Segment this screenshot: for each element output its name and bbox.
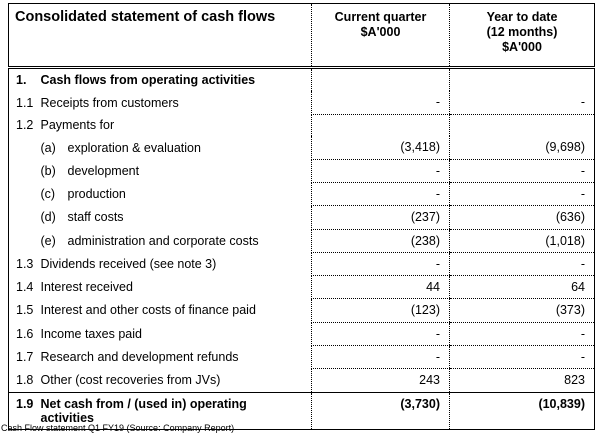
current-quarter-value: 243 [312,369,450,392]
current-quarter-value: - [312,91,450,114]
current-quarter-value: - [312,182,450,205]
current-quarter-header-line: Current quarter [334,10,427,24]
table-row [9,346,595,369]
table-row [9,159,595,182]
line-item-label: Research and development refunds [40,350,239,365]
total-year-to-date: (10,839) [450,392,595,429]
section-current-quarter [312,68,450,92]
table-row [9,91,595,114]
table-row [9,299,595,322]
current-quarter-value: - [312,159,450,182]
year-to-date-value: - [450,322,595,345]
current-quarter-value: (123) [312,299,450,322]
current-quarter-value: (238) [312,229,450,252]
sub-item-text: staff costs [67,210,124,225]
year-to-date-header-line: Year to date [486,10,558,24]
year-to-date-value: - [450,252,595,275]
section-number: 1. [9,68,41,92]
table-row [9,206,595,229]
line-item-label: Income taxes paid [40,326,142,341]
sub-item-text: exploration & evaluation [67,140,201,155]
current-quarter-value: - [312,322,450,345]
line-item-number [9,159,41,182]
year-to-date-header-unit: $A'000 [502,40,542,54]
year-to-date-header-period: (12 months) [486,25,558,39]
cash-flow-table [8,3,595,430]
table-row [9,252,595,275]
year-to-date-value: - [450,182,595,205]
line-item-label [41,136,312,159]
year-to-date-value: - [450,159,595,182]
table-row [9,114,595,136]
year-to-date-value: - [450,91,595,114]
line-item-number: 1.4 [9,276,41,299]
year-to-date-value: 64 [450,276,595,299]
line-item-label: Other (cost recoveries from JVs) [40,373,221,388]
year-to-date-value: (373) [450,299,595,322]
year-to-date-value [450,114,595,136]
line-item-label [41,229,312,252]
table-row [9,369,595,392]
year-to-date-value: - [450,346,595,369]
line-item-number: 1.8 [9,369,41,392]
line-item-label [41,159,312,182]
figure-caption: Cash Flow statement Q1 FY19 (Source: Company Report) [1,423,235,433]
current-quarter-value: (3,418) [312,136,450,159]
line-item-number: 1.6 [9,322,41,345]
current-quarter-header-unit: $A'000 [360,25,401,39]
cash-flow-statement [8,3,594,430]
current-quarter-header [312,4,450,68]
total-current-quarter: (3,730) [312,392,450,429]
sub-item-letter: (a) [40,140,56,155]
current-quarter-value: - [312,252,450,275]
sub-item-letter: (b) [40,163,56,178]
line-item-number [9,229,41,252]
section-title: Cash flows from operating activities [40,73,256,87]
current-quarter-value: (237) [312,206,450,229]
current-quarter-value [312,114,450,136]
table-row [9,276,595,299]
line-item-number [9,182,41,205]
current-quarter-value: - [312,346,450,369]
current-quarter-value: 44 [312,276,450,299]
line-item-number: 1.7 [9,346,41,369]
sub-item-text: administration and corporate costs [67,233,259,248]
line-item-number: 1.5 [9,299,41,322]
section-row [9,68,595,92]
year-to-date-value: (636) [450,206,595,229]
table-row [9,322,595,345]
line-item-label [41,182,312,205]
table-row [9,229,595,252]
total-label-line1: Net cash from / (used in) operating [40,396,247,411]
line-item-label: Dividends received (see note 3) [40,256,217,271]
line-item-number: 1.3 [9,252,41,275]
total-label-line2: activities [40,411,95,426]
table-header [9,4,595,68]
sub-item-letter: (d) [40,210,56,225]
line-item-label: Interest received [40,280,133,295]
line-item-number: 1.1 [9,91,41,114]
year-to-date-value: (1,018) [450,229,595,252]
sub-item-text: production [67,186,126,201]
year-to-date-value: (9,698) [450,136,595,159]
statement-title: Consolidated statement of cash flows [9,4,312,68]
line-item-label: Interest and other costs of finance paid [40,303,256,318]
line-item-number [9,206,41,229]
sub-item-letter: (c) [40,186,56,201]
table-row [9,136,595,159]
line-item-label: Receipts from customers [40,95,179,110]
year-to-date-value: 823 [450,369,595,392]
year-to-date-header [450,4,595,68]
section-year-to-date [450,68,595,92]
line-item-label: Payments for [40,118,115,133]
sub-item-letter: (e) [40,233,56,248]
total-number: 1.9 [9,392,41,429]
sub-item-text: development [67,163,140,178]
line-item-label [41,206,312,229]
line-item-number [9,136,41,159]
line-item-number: 1.2 [9,114,41,136]
table-row [9,182,595,205]
